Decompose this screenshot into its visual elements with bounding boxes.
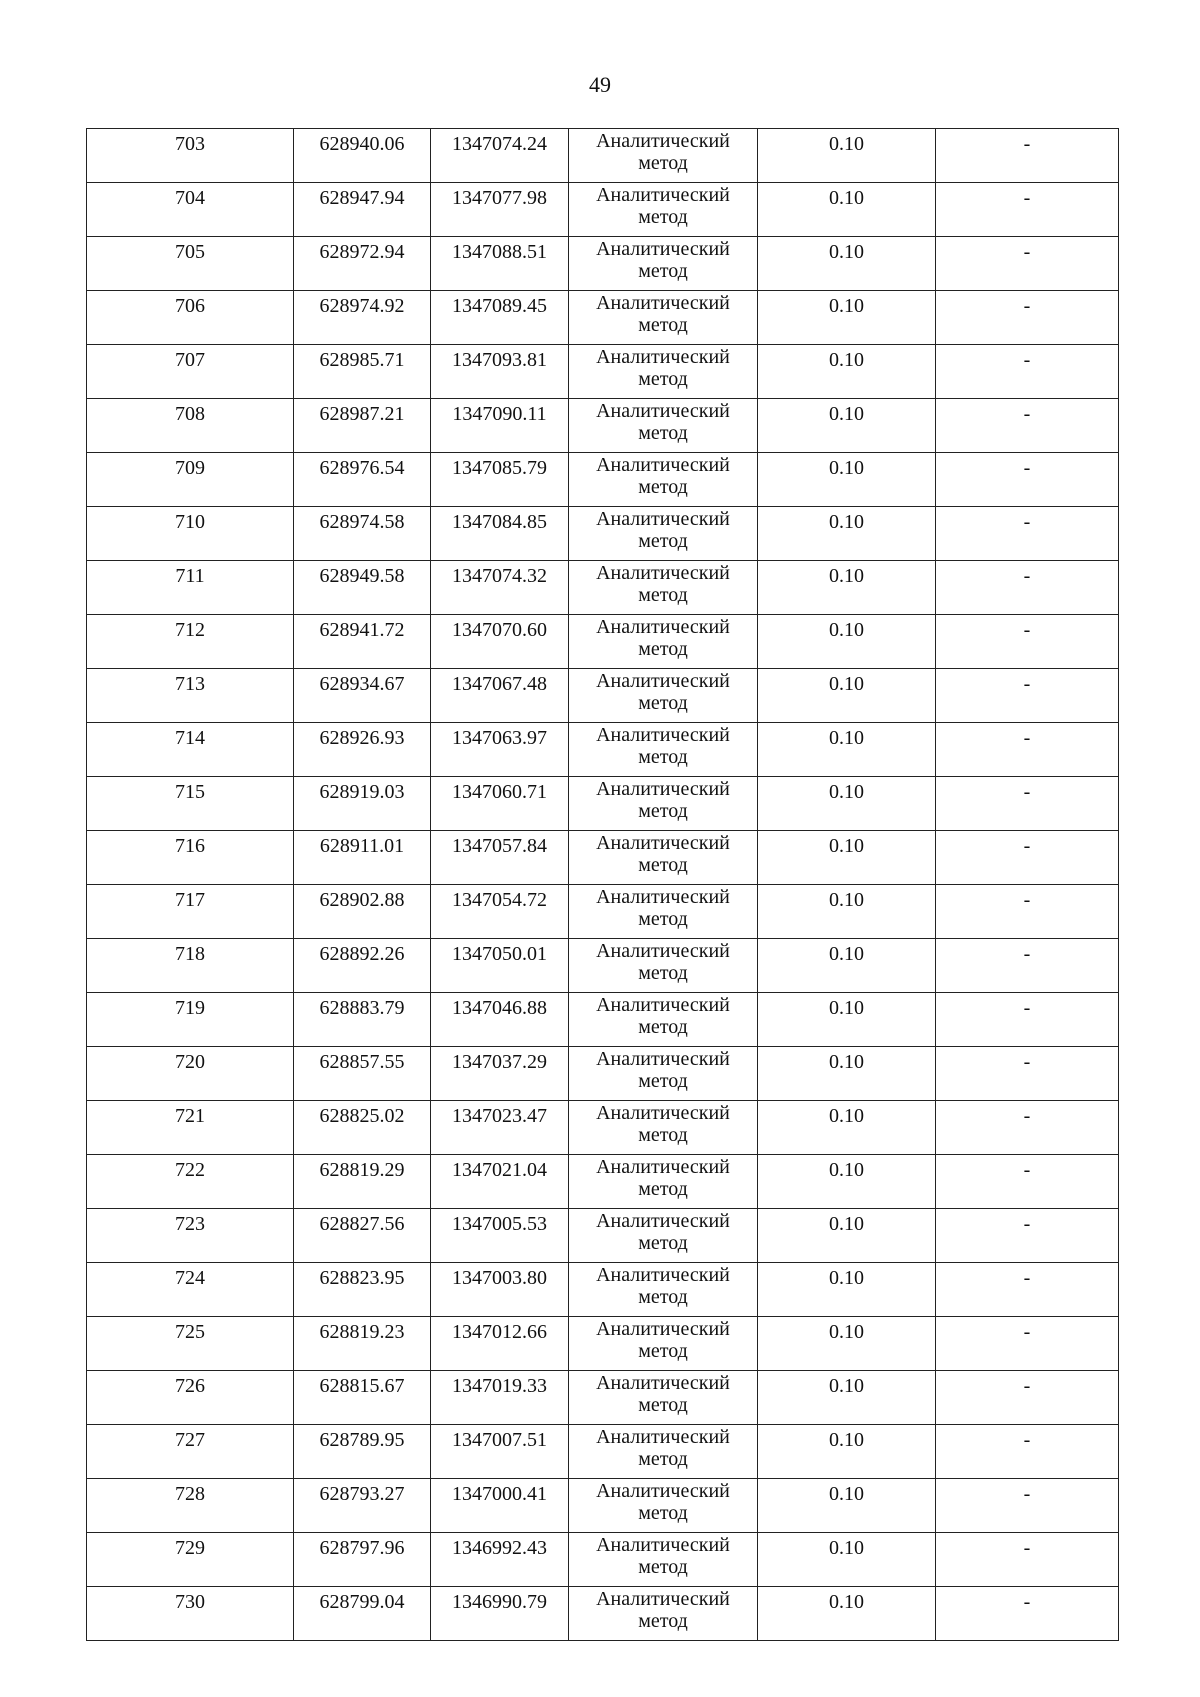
accuracy-cell: 0.10 — [758, 723, 936, 777]
x-coordinate-cell: 628823.95 — [294, 1263, 431, 1317]
method-text-line2: метод — [638, 260, 688, 282]
table-row — [87, 183, 1119, 237]
x-coordinate-cell: 628974.58 — [294, 507, 431, 561]
method-cell — [569, 237, 758, 291]
method-text-line1: Аналитический — [596, 616, 730, 638]
method-text-line2: метод — [638, 908, 688, 930]
method-text-line1: Аналитический — [596, 1264, 730, 1286]
y-coordinate-cell: 1347057.84 — [431, 831, 569, 885]
page-number: 49 — [589, 72, 611, 97]
method-text-line2: метод — [638, 206, 688, 228]
point-number-cell: 720 — [87, 1047, 294, 1101]
table-row — [87, 345, 1119, 399]
method-text-line2: метод — [638, 962, 688, 984]
point-number-cell: 708 — [87, 399, 294, 453]
method-cell — [569, 1371, 758, 1425]
method-text-line2: метод — [638, 1556, 688, 1578]
method-cell — [569, 723, 758, 777]
method-text-line1: Аналитический — [596, 1210, 730, 1232]
note-cell: - — [936, 129, 1119, 183]
accuracy-cell: 0.10 — [758, 1425, 936, 1479]
method-cell — [569, 399, 758, 453]
method-cell — [569, 1101, 758, 1155]
accuracy-cell: 0.10 — [758, 507, 936, 561]
accuracy-cell: 0.10 — [758, 1155, 936, 1209]
method-text-line1: Аналитический — [596, 346, 730, 368]
table-row — [87, 1101, 1119, 1155]
method-text-line2: метод — [638, 476, 688, 498]
method-text-line1: Аналитический — [596, 1372, 730, 1394]
y-coordinate-cell: 1347093.81 — [431, 345, 569, 399]
accuracy-cell: 0.10 — [758, 1317, 936, 1371]
method-text-line2: метод — [638, 1610, 688, 1632]
point-number-cell: 727 — [87, 1425, 294, 1479]
note-cell: - — [936, 561, 1119, 615]
x-coordinate-cell: 628911.01 — [294, 831, 431, 885]
x-coordinate-cell: 628825.02 — [294, 1101, 431, 1155]
point-number-cell: 723 — [87, 1209, 294, 1263]
method-cell — [569, 885, 758, 939]
y-coordinate-cell: 1347084.85 — [431, 507, 569, 561]
method-text-line2: метод — [638, 854, 688, 876]
note-cell: - — [936, 615, 1119, 669]
y-coordinate-cell: 1347060.71 — [431, 777, 569, 831]
y-coordinate-cell: 1347019.33 — [431, 1371, 569, 1425]
x-coordinate-cell: 628949.58 — [294, 561, 431, 615]
table-row — [87, 885, 1119, 939]
table-row — [87, 453, 1119, 507]
method-text-line1: Аналитический — [596, 130, 730, 152]
table-row — [87, 1587, 1119, 1641]
point-number-cell: 707 — [87, 345, 294, 399]
point-number-cell: 729 — [87, 1533, 294, 1587]
method-text-line1: Аналитический — [596, 292, 730, 314]
note-cell: - — [936, 291, 1119, 345]
y-coordinate-cell: 1347074.32 — [431, 561, 569, 615]
y-coordinate-cell: 1347005.53 — [431, 1209, 569, 1263]
note-cell: - — [936, 1587, 1119, 1641]
x-coordinate-cell: 628972.94 — [294, 237, 431, 291]
accuracy-cell: 0.10 — [758, 615, 936, 669]
method-text-line2: метод — [638, 314, 688, 336]
y-coordinate-cell: 1347003.80 — [431, 1263, 569, 1317]
accuracy-cell: 0.10 — [758, 399, 936, 453]
y-coordinate-cell: 1347054.72 — [431, 885, 569, 939]
table-row — [87, 129, 1119, 183]
point-number-cell: 711 — [87, 561, 294, 615]
coordinates-table — [86, 128, 1119, 1641]
method-text-line2: метод — [638, 638, 688, 660]
y-coordinate-cell: 1346992.43 — [431, 1533, 569, 1587]
x-coordinate-cell: 628926.93 — [294, 723, 431, 777]
point-number-cell: 719 — [87, 993, 294, 1047]
x-coordinate-cell: 628940.06 — [294, 129, 431, 183]
note-cell: - — [936, 669, 1119, 723]
method-cell — [569, 1317, 758, 1371]
method-text-line1: Аналитический — [596, 1426, 730, 1448]
x-coordinate-cell: 628789.95 — [294, 1425, 431, 1479]
x-coordinate-cell: 628799.04 — [294, 1587, 431, 1641]
point-number-cell: 704 — [87, 183, 294, 237]
x-coordinate-cell: 628947.94 — [294, 183, 431, 237]
method-text-line2: метод — [638, 530, 688, 552]
method-cell — [569, 1479, 758, 1533]
x-coordinate-cell: 628987.21 — [294, 399, 431, 453]
note-cell: - — [936, 723, 1119, 777]
note-cell: - — [936, 885, 1119, 939]
method-text-line1: Аналитический — [596, 1048, 730, 1070]
method-text-line1: Аналитический — [596, 1480, 730, 1502]
method-cell — [569, 1155, 758, 1209]
table-row — [87, 1263, 1119, 1317]
y-coordinate-cell: 1347037.29 — [431, 1047, 569, 1101]
table-row — [87, 291, 1119, 345]
point-number-cell: 730 — [87, 1587, 294, 1641]
table-row — [87, 399, 1119, 453]
point-number-cell: 722 — [87, 1155, 294, 1209]
y-coordinate-cell: 1347023.47 — [431, 1101, 569, 1155]
method-text-line2: метод — [638, 1340, 688, 1362]
table-row — [87, 1479, 1119, 1533]
point-number-cell: 709 — [87, 453, 294, 507]
method-cell — [569, 1047, 758, 1101]
accuracy-cell: 0.10 — [758, 1101, 936, 1155]
accuracy-cell: 0.10 — [758, 1263, 936, 1317]
table-row — [87, 723, 1119, 777]
note-cell: - — [936, 1425, 1119, 1479]
point-number-cell: 721 — [87, 1101, 294, 1155]
method-cell — [569, 1425, 758, 1479]
x-coordinate-cell: 628892.26 — [294, 939, 431, 993]
note-cell: - — [936, 1479, 1119, 1533]
method-text-line1: Аналитический — [596, 778, 730, 800]
accuracy-cell: 0.10 — [758, 561, 936, 615]
accuracy-cell: 0.10 — [758, 237, 936, 291]
method-cell — [569, 291, 758, 345]
accuracy-cell: 0.10 — [758, 831, 936, 885]
method-text-line2: метод — [638, 1502, 688, 1524]
method-text-line2: метод — [638, 800, 688, 822]
y-coordinate-cell: 1346990.79 — [431, 1587, 569, 1641]
method-cell — [569, 345, 758, 399]
note-cell: - — [936, 831, 1119, 885]
note-cell: - — [936, 1155, 1119, 1209]
method-text-line2: метод — [638, 1016, 688, 1038]
method-text-line2: метод — [638, 1286, 688, 1308]
accuracy-cell: 0.10 — [758, 1371, 936, 1425]
y-coordinate-cell: 1347088.51 — [431, 237, 569, 291]
point-number-cell: 710 — [87, 507, 294, 561]
accuracy-cell: 0.10 — [758, 1479, 936, 1533]
note-cell: - — [936, 1047, 1119, 1101]
method-text-line1: Аналитический — [596, 1156, 730, 1178]
point-number-cell: 714 — [87, 723, 294, 777]
accuracy-cell: 0.10 — [758, 183, 936, 237]
accuracy-cell: 0.10 — [758, 291, 936, 345]
table-row — [87, 831, 1119, 885]
method-text-line1: Аналитический — [596, 724, 730, 746]
note-cell: - — [936, 1371, 1119, 1425]
point-number-cell: 725 — [87, 1317, 294, 1371]
table-body — [87, 129, 1119, 1641]
table-row — [87, 615, 1119, 669]
method-text-line1: Аналитический — [596, 238, 730, 260]
table-row — [87, 1425, 1119, 1479]
x-coordinate-cell: 628797.96 — [294, 1533, 431, 1587]
x-coordinate-cell: 628793.27 — [294, 1479, 431, 1533]
y-coordinate-cell: 1347090.11 — [431, 399, 569, 453]
method-cell — [569, 993, 758, 1047]
table-row — [87, 1155, 1119, 1209]
method-text-line2: метод — [638, 746, 688, 768]
x-coordinate-cell: 628974.92 — [294, 291, 431, 345]
method-cell — [569, 1587, 758, 1641]
x-coordinate-cell: 628883.79 — [294, 993, 431, 1047]
note-cell: - — [936, 777, 1119, 831]
table-row — [87, 1047, 1119, 1101]
table-row — [87, 669, 1119, 723]
method-text-line1: Аналитический — [596, 1318, 730, 1340]
method-text-line1: Аналитический — [596, 184, 730, 206]
method-cell — [569, 1533, 758, 1587]
accuracy-cell: 0.10 — [758, 885, 936, 939]
method-text-line1: Аналитический — [596, 670, 730, 692]
table-row — [87, 939, 1119, 993]
point-number-cell: 713 — [87, 669, 294, 723]
x-coordinate-cell: 628827.56 — [294, 1209, 431, 1263]
accuracy-cell: 0.10 — [758, 1047, 936, 1101]
y-coordinate-cell: 1347063.97 — [431, 723, 569, 777]
method-text-line1: Аналитический — [596, 400, 730, 422]
accuracy-cell: 0.10 — [758, 1209, 936, 1263]
method-text-line2: метод — [638, 1448, 688, 1470]
point-number-cell: 715 — [87, 777, 294, 831]
method-text-line2: метод — [638, 1178, 688, 1200]
method-text-line2: метод — [638, 1394, 688, 1416]
method-text-line1: Аналитический — [596, 994, 730, 1016]
y-coordinate-cell: 1347012.66 — [431, 1317, 569, 1371]
y-coordinate-cell: 1347074.24 — [431, 129, 569, 183]
table-row — [87, 561, 1119, 615]
x-coordinate-cell: 628819.29 — [294, 1155, 431, 1209]
y-coordinate-cell: 1347021.04 — [431, 1155, 569, 1209]
x-coordinate-cell: 628919.03 — [294, 777, 431, 831]
method-text-line1: Аналитический — [596, 454, 730, 476]
accuracy-cell: 0.10 — [758, 453, 936, 507]
x-coordinate-cell: 628815.67 — [294, 1371, 431, 1425]
x-coordinate-cell: 628857.55 — [294, 1047, 431, 1101]
point-number-cell: 726 — [87, 1371, 294, 1425]
accuracy-cell: 0.10 — [758, 345, 936, 399]
method-cell — [569, 1209, 758, 1263]
accuracy-cell: 0.10 — [758, 939, 936, 993]
note-cell: - — [936, 993, 1119, 1047]
method-text-line2: метод — [638, 1232, 688, 1254]
y-coordinate-cell: 1347070.60 — [431, 615, 569, 669]
note-cell: - — [936, 345, 1119, 399]
table-row — [87, 1533, 1119, 1587]
x-coordinate-cell: 628819.23 — [294, 1317, 431, 1371]
note-cell: - — [936, 507, 1119, 561]
note-cell: - — [936, 939, 1119, 993]
method-cell — [569, 777, 758, 831]
method-text-line1: Аналитический — [596, 562, 730, 584]
method-cell — [569, 1263, 758, 1317]
note-cell: - — [936, 1101, 1119, 1155]
accuracy-cell: 0.10 — [758, 1587, 936, 1641]
y-coordinate-cell: 1347046.88 — [431, 993, 569, 1047]
method-cell — [569, 453, 758, 507]
accuracy-cell: 0.10 — [758, 1533, 936, 1587]
table-row — [87, 993, 1119, 1047]
accuracy-cell: 0.10 — [758, 993, 936, 1047]
y-coordinate-cell: 1347089.45 — [431, 291, 569, 345]
y-coordinate-cell: 1347000.41 — [431, 1479, 569, 1533]
table-row — [87, 1371, 1119, 1425]
method-text-line2: метод — [638, 584, 688, 606]
method-text-line1: Аналитический — [596, 1102, 730, 1124]
accuracy-cell: 0.10 — [758, 777, 936, 831]
method-text-line2: метод — [638, 422, 688, 444]
y-coordinate-cell: 1347067.48 — [431, 669, 569, 723]
method-text-line2: метод — [638, 692, 688, 714]
point-number-cell: 717 — [87, 885, 294, 939]
method-text-line1: Аналитический — [596, 940, 730, 962]
method-cell — [569, 939, 758, 993]
method-cell — [569, 183, 758, 237]
method-text-line2: метод — [638, 368, 688, 390]
method-text-line1: Аналитический — [596, 1588, 730, 1610]
table-row — [87, 237, 1119, 291]
method-cell — [569, 129, 758, 183]
method-text-line1: Аналитический — [596, 508, 730, 530]
method-text-line1: Аналитический — [596, 832, 730, 854]
point-number-cell: 718 — [87, 939, 294, 993]
method-cell — [569, 615, 758, 669]
method-cell — [569, 507, 758, 561]
note-cell: - — [936, 1533, 1119, 1587]
method-text-line2: метод — [638, 1070, 688, 1092]
table-row — [87, 1209, 1119, 1263]
x-coordinate-cell: 628976.54 — [294, 453, 431, 507]
method-text-line2: метод — [638, 152, 688, 174]
point-number-cell: 724 — [87, 1263, 294, 1317]
method-text-line1: Аналитический — [596, 886, 730, 908]
method-cell — [569, 831, 758, 885]
point-number-cell: 728 — [87, 1479, 294, 1533]
point-number-cell: 706 — [87, 291, 294, 345]
note-cell: - — [936, 399, 1119, 453]
note-cell: - — [936, 1263, 1119, 1317]
point-number-cell: 705 — [87, 237, 294, 291]
method-cell — [569, 669, 758, 723]
table-row — [87, 507, 1119, 561]
method-text-line2: метод — [638, 1124, 688, 1146]
y-coordinate-cell: 1347050.01 — [431, 939, 569, 993]
x-coordinate-cell: 628941.72 — [294, 615, 431, 669]
note-cell: - — [936, 453, 1119, 507]
note-cell: - — [936, 1209, 1119, 1263]
point-number-cell: 712 — [87, 615, 294, 669]
note-cell: - — [936, 1317, 1119, 1371]
x-coordinate-cell: 628902.88 — [294, 885, 431, 939]
accuracy-cell: 0.10 — [758, 129, 936, 183]
method-cell — [569, 561, 758, 615]
x-coordinate-cell: 628934.67 — [294, 669, 431, 723]
y-coordinate-cell: 1347085.79 — [431, 453, 569, 507]
point-number-cell: 716 — [87, 831, 294, 885]
y-coordinate-cell: 1347077.98 — [431, 183, 569, 237]
note-cell: - — [936, 237, 1119, 291]
x-coordinate-cell: 628985.71 — [294, 345, 431, 399]
point-number-cell: 703 — [87, 129, 294, 183]
y-coordinate-cell: 1347007.51 — [431, 1425, 569, 1479]
table-row — [87, 777, 1119, 831]
table-row — [87, 1317, 1119, 1371]
accuracy-cell: 0.10 — [758, 669, 936, 723]
method-text-line1: Аналитический — [596, 1534, 730, 1556]
note-cell: - — [936, 183, 1119, 237]
